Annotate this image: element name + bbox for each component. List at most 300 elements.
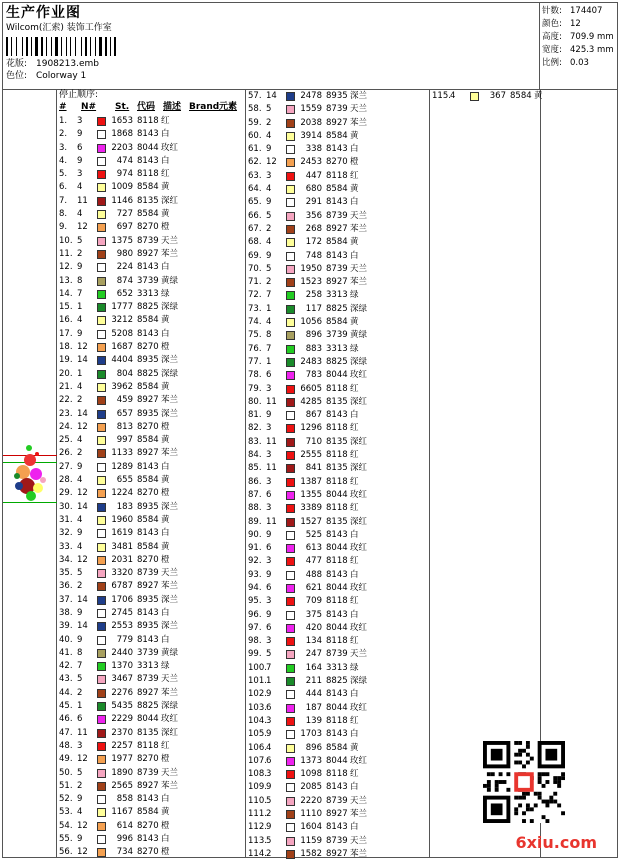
table-row: [57, 634, 245, 647]
row-number: 26.: [59, 448, 73, 459]
stitch-count: 1296: [300, 423, 322, 434]
color-description: 橙: [161, 847, 170, 858]
color-swatch: [97, 117, 106, 126]
row-number: 18.: [59, 342, 73, 353]
stitch-count: 3914: [300, 130, 322, 141]
needle-number: 6: [266, 543, 272, 554]
thread-code: 8044: [326, 755, 348, 766]
stitch-count: 268: [305, 223, 322, 234]
needle-number: 1: [266, 356, 272, 367]
table-row: [57, 793, 245, 806]
needle-number: 6: [266, 622, 272, 633]
needle-number: 7: [266, 290, 272, 301]
thread-code: 8584: [137, 475, 159, 486]
stitch-count: 709: [305, 596, 322, 607]
needle-number: 1: [77, 701, 83, 712]
needle-number: 12: [77, 488, 88, 499]
row-number: 88.: [248, 503, 262, 514]
color-description: 红: [350, 715, 359, 726]
stitch-count: 139: [305, 715, 322, 726]
table-row: [57, 660, 245, 673]
row-number: 56.: [59, 847, 73, 858]
needle-number: 11: [77, 727, 88, 738]
needle-number: 4: [266, 317, 272, 328]
stitch-count: 4285: [300, 396, 322, 407]
color-swatch: [97, 755, 106, 764]
sheet-header: [3, 3, 617, 90]
thread-code: 3739: [137, 647, 159, 658]
needle-number: 12: [77, 222, 88, 233]
col-brand: Brand: [189, 102, 220, 112]
color-description: 深红: [350, 436, 368, 447]
color-description: 深红: [350, 463, 368, 474]
table-row: [246, 662, 429, 675]
thread-code: 8044: [326, 370, 348, 381]
table-row: [246, 143, 429, 156]
thread-code: 8118: [326, 383, 348, 394]
row-number: 96.: [248, 609, 262, 620]
row-number: 113.: [248, 835, 267, 846]
color-description: 天兰: [161, 568, 179, 579]
table-row: [246, 542, 429, 555]
row-number: 46.: [59, 714, 73, 725]
stitch-count: 3481: [111, 541, 133, 552]
color-swatch: [97, 503, 106, 512]
table-row: [57, 368, 245, 381]
table-row: [246, 103, 429, 116]
production-sheet: [2, 2, 618, 858]
stitch-count: 488: [305, 569, 322, 580]
stat-value: 0.03: [570, 58, 589, 68]
table-row: [57, 142, 245, 155]
stitch-count: 1559: [300, 104, 322, 115]
needle-number: 14: [77, 355, 88, 366]
color-swatch: [97, 290, 106, 299]
color-description: 玫红: [350, 755, 368, 766]
stitch-count: 2478: [300, 91, 322, 101]
color-swatch: [97, 250, 106, 259]
stitch-count: 1373: [300, 755, 322, 766]
file-value: 1908213.emb: [36, 59, 99, 69]
table-row: [246, 156, 429, 169]
color-swatch: [97, 742, 106, 751]
needle-number: 1: [77, 368, 83, 379]
row-number: 9.: [59, 222, 68, 233]
color-description: 黄: [350, 130, 359, 141]
table-row: [57, 580, 245, 593]
needle-number: 5: [266, 263, 272, 274]
needle-number: 9: [266, 782, 272, 793]
row-number: 35.: [59, 568, 73, 579]
table-row: [246, 476, 429, 489]
row-number: 59.: [248, 117, 262, 128]
thread-code: 8118: [326, 170, 348, 181]
color-swatch: [286, 478, 295, 487]
color-description: 深红: [161, 727, 179, 738]
color-swatch: [286, 371, 295, 380]
color-swatch: [286, 185, 295, 194]
table-row: [246, 383, 429, 396]
needle-number: 3: [266, 636, 272, 647]
row-number: 94.: [248, 582, 262, 593]
needle-number: 11: [266, 516, 277, 527]
color-swatch: [286, 345, 295, 354]
needle-number: 7: [266, 343, 272, 354]
thread-code: 8118: [326, 556, 348, 567]
row-number: 110.: [248, 795, 267, 806]
row-number: 83.: [248, 436, 262, 447]
color-swatch: [286, 611, 295, 620]
color-swatch: [286, 624, 295, 633]
stitch-count: 1098: [300, 769, 322, 780]
stitch-count: 2257: [111, 740, 133, 751]
table-row: [57, 381, 245, 394]
row-number: 86.: [248, 476, 262, 487]
thread-code: 8135: [137, 727, 159, 738]
thread-code: 8143: [137, 834, 159, 845]
stitch-count: 1950: [300, 263, 322, 274]
needle-number: 9: [266, 729, 272, 740]
color-swatch: [286, 265, 295, 274]
needle-number: 3: [266, 476, 272, 487]
needle-number: 9: [77, 155, 83, 166]
thread-code: 8927: [137, 581, 159, 592]
stitch-count: 2276: [111, 687, 133, 698]
stitch-count: 338: [305, 144, 322, 155]
color-description: 白: [350, 689, 359, 700]
table-row: [57, 248, 245, 261]
color-description: 深绿: [161, 368, 179, 379]
table-row: [246, 90, 429, 103]
row-number: 3.: [59, 142, 68, 153]
color-description: 白: [350, 822, 359, 833]
table-row: [246, 396, 429, 409]
row-number: 38.: [59, 607, 73, 618]
table-row: [57, 155, 245, 168]
needle-number: 3: [266, 769, 272, 780]
color-swatch: [97, 622, 106, 631]
stitch-count: 1687: [111, 342, 133, 353]
needle-number: 11: [266, 436, 277, 447]
needle-number: 9: [266, 197, 272, 208]
row-number: 42.: [59, 661, 73, 672]
needle-number: 1: [266, 676, 272, 687]
color-description: 黄: [350, 742, 359, 753]
color-description: 橙: [161, 488, 170, 499]
thread-code: 8118: [326, 503, 348, 514]
table-row: [246, 462, 429, 475]
thread-code: 8927: [326, 223, 348, 234]
needle-number: 4: [77, 541, 83, 552]
stitch-count: 2555: [300, 450, 322, 461]
row-number: 99.: [248, 649, 262, 660]
row-number: 69.: [248, 250, 262, 261]
row-number: 25.: [59, 435, 73, 446]
stitch-count: 247: [305, 649, 322, 660]
stitch-count: 2565: [111, 780, 133, 791]
row-number: 97.: [248, 622, 262, 633]
thread-code: 3313: [137, 661, 159, 672]
stitch-count: 858: [116, 794, 133, 805]
color-swatch: [97, 795, 106, 804]
needle-number: 6: [77, 714, 83, 725]
needle-number: 9: [266, 410, 272, 421]
color-description: 绿: [350, 290, 359, 301]
stitch-count: 4404: [111, 355, 133, 366]
row-number: 100.: [248, 662, 267, 673]
thread-code: 8825: [137, 368, 159, 379]
color-swatch: [97, 822, 106, 831]
stitch-count: 710: [305, 436, 322, 447]
needle-number: 12: [77, 554, 88, 565]
color-description: 黄: [161, 514, 170, 525]
color-swatch: [97, 649, 106, 658]
color-description: 白: [161, 607, 170, 618]
row-number: 84.: [248, 450, 262, 461]
stat-value: 709.9 mm: [570, 32, 614, 42]
stitch-count: 1387: [300, 476, 322, 487]
needle-number: 3: [266, 556, 272, 567]
row-number: 54.: [59, 820, 73, 831]
color-swatch: [286, 331, 295, 340]
thread-code: 8143: [326, 410, 348, 421]
stat-value: 174407: [570, 6, 603, 16]
stitch-count: 211: [305, 676, 322, 687]
thread-code: 8927: [137, 448, 159, 459]
thread-code: 8584: [137, 315, 159, 326]
color-swatch: [286, 451, 295, 460]
color-swatch: [97, 729, 106, 738]
thread-code: 3313: [326, 662, 348, 673]
color-description: 红: [350, 423, 359, 434]
watermark-logo: 6xiu.com: [515, 833, 597, 852]
color-description: 白: [350, 529, 359, 540]
stop-sequence-title: 停止顺序:: [59, 90, 99, 100]
stitch-count: 2453: [300, 157, 322, 168]
row-number: 43.: [59, 674, 73, 685]
thread-code: 8584: [326, 130, 348, 141]
row-number: 63.: [248, 170, 262, 181]
needle-number: 9: [77, 794, 83, 805]
thread-code: 8584: [326, 317, 348, 328]
color-swatch: [286, 690, 295, 699]
needle-number: 4: [77, 475, 83, 486]
stitch-count: 1706: [111, 594, 133, 605]
table-row: [57, 115, 245, 128]
stitch-count: 164: [305, 662, 322, 673]
row-number: 37.: [59, 594, 73, 605]
table-row: [246, 196, 429, 209]
needle-number: 14: [77, 594, 88, 605]
needle-number: 4: [266, 742, 272, 753]
row-number: 91.: [248, 543, 262, 554]
stitch-count: 748: [305, 250, 322, 261]
thread-code: 8143: [326, 197, 348, 208]
thread-code: 8143: [137, 607, 159, 618]
row-number: 32.: [59, 528, 73, 539]
thread-code: 8143: [326, 609, 348, 620]
table-row: [246, 808, 429, 821]
thread-code: 8118: [326, 423, 348, 434]
row-number: 13.: [59, 275, 73, 286]
thread-code: 3739: [137, 275, 159, 286]
thread-code: 8584: [326, 184, 348, 195]
color-description: 深红: [161, 195, 179, 206]
color-swatch: [286, 424, 295, 433]
color-description: 白: [161, 129, 170, 140]
row-number: 16.: [59, 315, 73, 326]
needle-number: 2: [77, 395, 83, 406]
row-number: 64.: [248, 184, 262, 195]
color-swatch: [286, 850, 295, 859]
stitch-count: 2220: [300, 795, 322, 806]
needle-number: 4: [77, 514, 83, 525]
color-swatch: [97, 835, 106, 844]
color-description: 玫红: [161, 714, 179, 725]
color-swatch: [470, 92, 479, 101]
needle-number: 7: [77, 661, 83, 672]
color-description: 白: [350, 729, 359, 740]
row-number: 95.: [248, 596, 262, 607]
thread-code: 8927: [137, 248, 159, 259]
stitch-count: 883: [305, 343, 322, 354]
row-number: 4.: [59, 155, 68, 166]
table-row: [57, 195, 245, 208]
needle-number: 4: [77, 315, 83, 326]
row-number: 75.: [248, 330, 262, 341]
thread-code: 3313: [137, 288, 159, 299]
color-swatch: [286, 557, 295, 566]
table-row: [57, 541, 245, 554]
thread-code: 8739: [137, 568, 159, 579]
color-swatch: [286, 398, 295, 407]
color-swatch: [97, 556, 106, 565]
table-row: [246, 223, 429, 236]
color-swatch: [286, 225, 295, 234]
color-swatch: [286, 411, 295, 420]
row-number: 73.: [248, 303, 262, 314]
stitch-count: 652: [116, 288, 133, 299]
table-row: [246, 609, 429, 622]
table-row: [246, 250, 429, 263]
row-number: 61.: [248, 144, 262, 155]
color-description: 红: [350, 769, 359, 780]
row-number: 47.: [59, 727, 73, 738]
row-number: 45.: [59, 701, 73, 712]
color-description: 深兰: [350, 91, 368, 101]
stitch-count: 420: [305, 622, 322, 633]
needle-number: 5: [266, 795, 272, 806]
stitch-count: 525: [305, 529, 322, 540]
thread-code: 8935: [326, 91, 348, 101]
stop-sequence-column-2: [246, 90, 430, 858]
stitch-count: 1619: [111, 528, 133, 539]
color-swatch: [286, 105, 295, 114]
thread-code: 8118: [326, 476, 348, 487]
row-number: 74.: [248, 317, 262, 328]
color-description: 绿: [350, 662, 359, 673]
color-swatch: [286, 172, 295, 181]
table-row: [246, 848, 429, 861]
color-swatch: [286, 544, 295, 553]
thread-code: 8935: [137, 355, 159, 366]
color-description: 白: [350, 197, 359, 208]
thread-code: 8143: [137, 461, 159, 472]
needle-number: 6: [266, 755, 272, 766]
stitch-count: 2038: [300, 117, 322, 128]
table-row: [57, 328, 245, 341]
table-row: [57, 846, 245, 859]
color-swatch: [97, 343, 106, 352]
color-swatch: [286, 305, 295, 314]
row-number: 70.: [248, 263, 262, 274]
row-number: 39.: [59, 621, 73, 632]
table-row: [57, 501, 245, 514]
row-number: 36.: [59, 581, 73, 592]
table-row: [57, 301, 245, 314]
row-number: 106.: [248, 742, 267, 753]
color-swatch: [286, 837, 295, 846]
row-number: 71.: [248, 277, 262, 288]
row-number: 19.: [59, 355, 73, 366]
needle-number: 9: [266, 250, 272, 261]
thread-code: 8927: [326, 277, 348, 288]
table-row: [246, 343, 429, 356]
stitch-count: 1375: [111, 235, 133, 246]
needle-number: 3: [266, 596, 272, 607]
color-description: 苯兰: [161, 395, 179, 406]
stitch-count: 874: [116, 275, 133, 286]
stitch-count: 2553: [111, 621, 133, 632]
color-description: 红: [350, 383, 359, 394]
row-number: 90.: [248, 529, 262, 540]
table-row: [246, 795, 429, 808]
needle-number: 12: [77, 421, 88, 432]
colorway-value: Colorway 1: [36, 71, 87, 81]
needle-number: 3: [266, 503, 272, 514]
table-row: [246, 781, 429, 794]
stitch-count: 2031: [111, 554, 133, 565]
stitch-count: 613: [305, 543, 322, 554]
color-description: 深兰: [161, 501, 179, 512]
stitch-count: 841: [305, 463, 322, 474]
needle-number: 3: [266, 715, 272, 726]
needle-number: 6: [77, 142, 83, 153]
color-description: 天兰: [350, 649, 368, 660]
table-row: [57, 128, 245, 141]
color-swatch: [97, 303, 106, 312]
color-swatch: [97, 848, 106, 857]
needle-number: 14: [77, 501, 88, 512]
needle-number: 5: [77, 674, 83, 685]
table-row: [246, 276, 429, 289]
needle-number: 2: [77, 581, 83, 592]
color-swatch: [286, 810, 295, 819]
stitch-count: 680: [305, 184, 322, 195]
table-row: [246, 316, 429, 329]
color-swatch: [286, 212, 295, 221]
thread-code: 8118: [137, 169, 159, 180]
stitch-count: 6787: [111, 581, 133, 592]
stitch-count: 5435: [111, 701, 133, 712]
color-description: 玫红: [350, 489, 368, 500]
table-row: [246, 356, 429, 369]
color-swatch: [97, 609, 106, 618]
row-number: 30.: [59, 501, 73, 512]
table-row: [246, 688, 429, 701]
table-row: [246, 742, 429, 755]
color-description: 黄: [350, 184, 359, 195]
